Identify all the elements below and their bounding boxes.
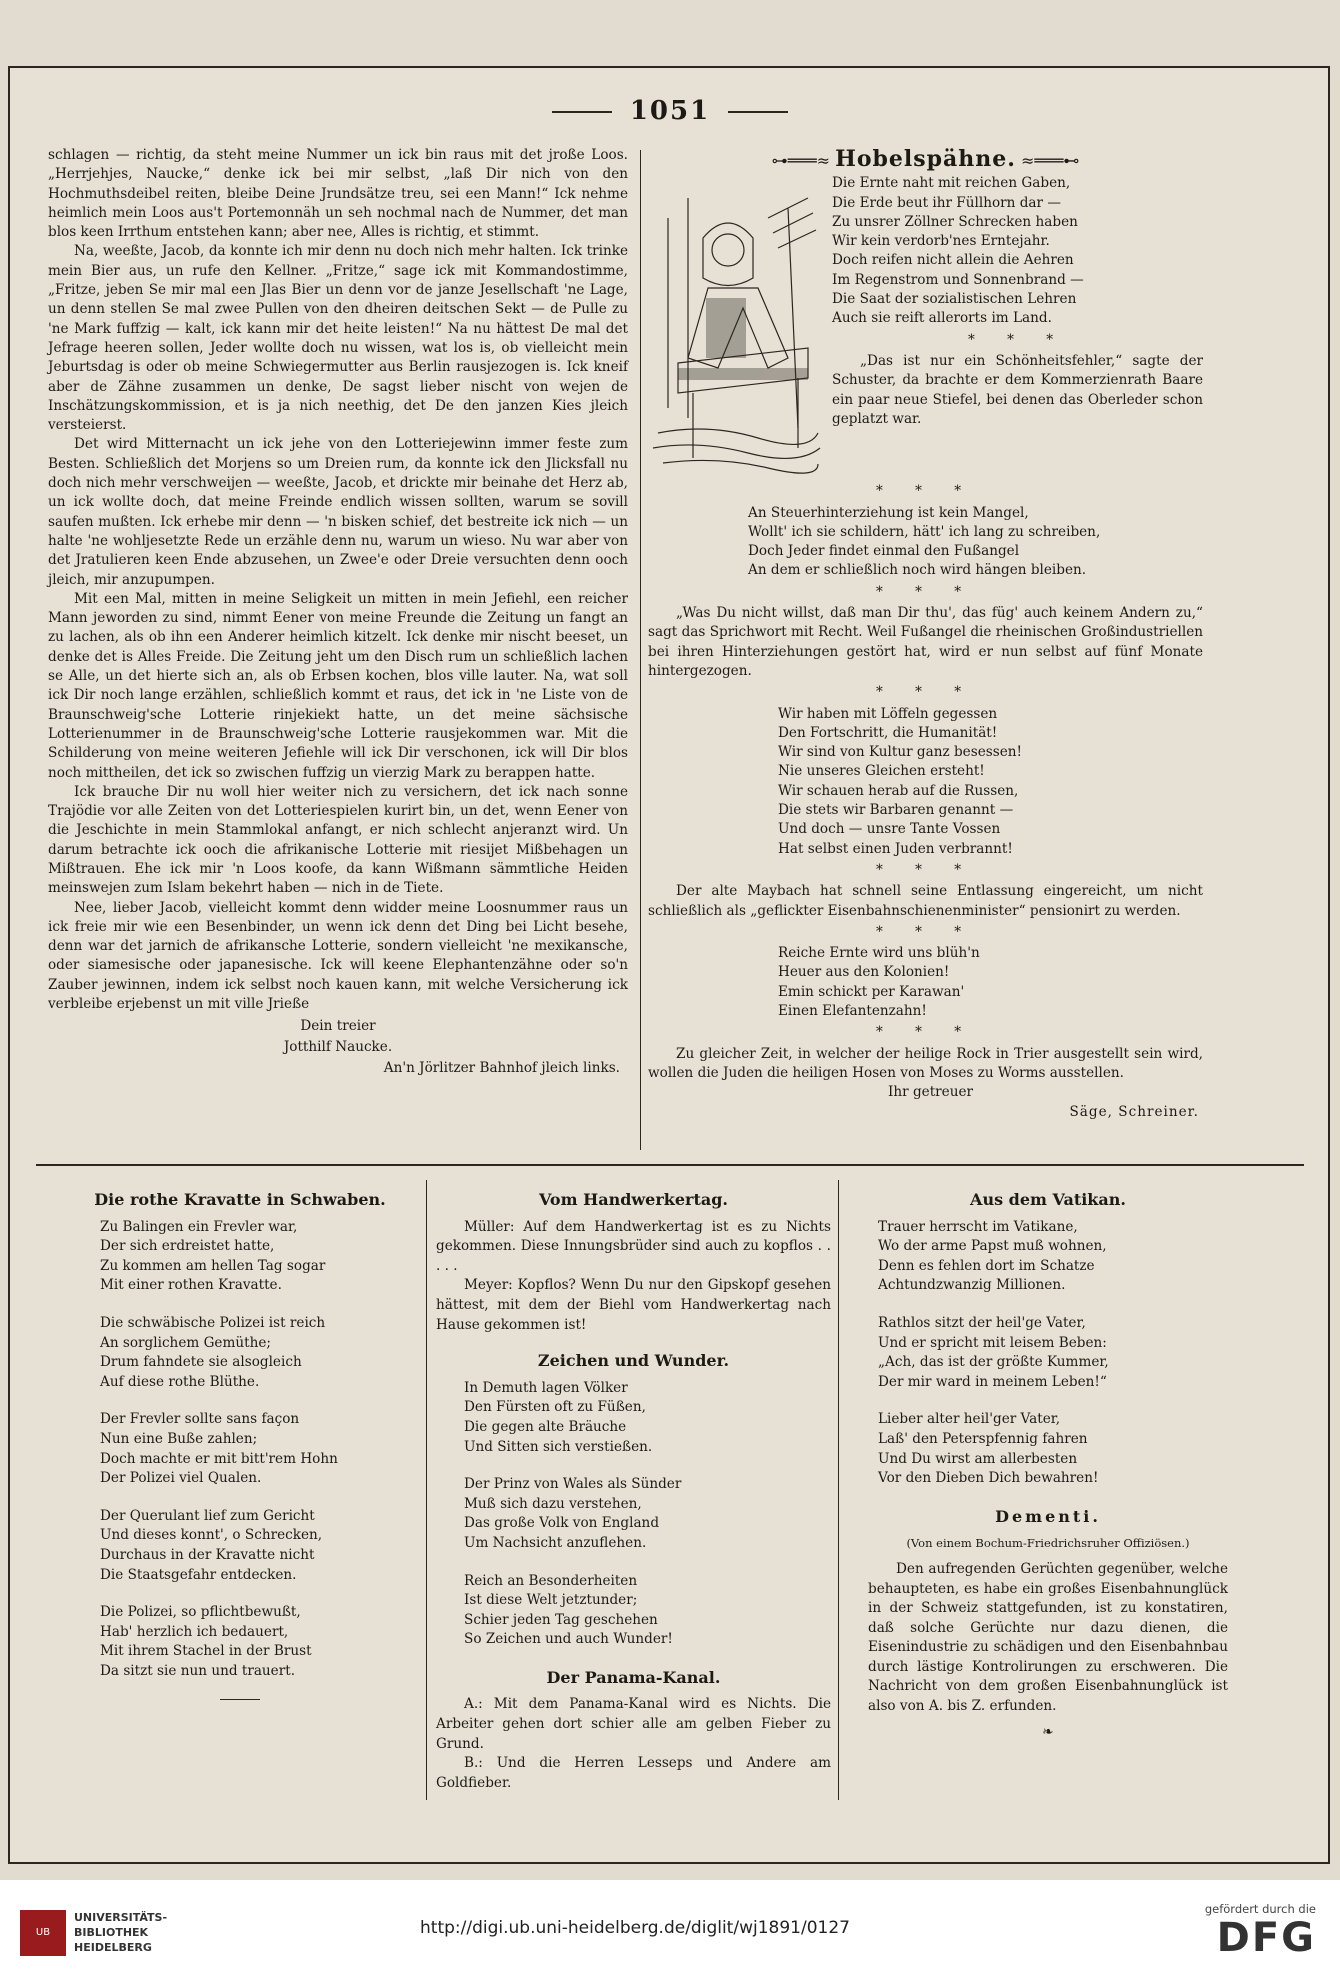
poem-line: Muß sich dazu verstehen, [464,1495,642,1512]
poem-line: Vor den Dieben Dich bewahren! [878,1470,1099,1487]
signature: Säge, Schreiner. [1069,1103,1199,1120]
poem-line: An Steuerhinterziehung ist kein Mangel, [748,504,1029,521]
closing: Ihr getreuer [888,1084,973,1101]
poem-line: Denn es fehlen dort im Schatze [878,1257,1095,1274]
prose-item: Zu gleicher Zeit, in welcher der heilige Rock in Trier ausgestellt sein wird, wollen die Juden die heiligen Hosen von Moses zu Worms ausstellen. [648,1045,1203,1081]
dialog-line: A.: Mit dem Panama-Kanal wird es Nichts. Die Arbeiter gehen dort schier alle am gelben Fieber zu Grund. [436,1696,831,1752]
poem-line: Da sitzt sie nun und trauert. [100,1662,296,1679]
poem-tax [748,504,1203,581]
poem-line: Und Du wirst am allerbesten [878,1450,1078,1467]
poem-colonies [778,944,1203,1021]
end-rule [220,1699,260,1700]
closing: Dein treier [300,1018,376,1035]
paragraph: Na, weeßte, Jacob, da konnte ich mir denn nu doch nich mehr halten. Ick trinke mein Bier aus, un rufe den Kellner. „Fritze,“ sage ick mit Kommandostimme, „Fritze, jeben Se mir mal een Jlas Bier un denn vor de janze Jesellschaft 'ne Lage, un denn stellen Se mal zwee Pullen von den dheiren deitschen Sekt — de Pulle zu 'ne Mark fuffzig — kalt, ick kann mir det heite leisten!“ Na nu hättest De mal det Jefrage heeren sollen, Jeder wollte doch nu wissen, wat los is, ob vielleicht mein Jeburtsdag is oder ob meine Schwiegermutter aus Berlin rausjezogen is. Ick kneif aber de Zähne zusammen un denke, De sagst lieber nischt von wejen de Inschätzungskommission, et is ja nich neethig, det De den janzen Kies jleich versteierst. [48,243,628,434]
poem-line: Die Polizei, so pflichtbewußt, [100,1604,301,1621]
stanza [464,1379,831,1457]
stanza [100,1314,420,1392]
poem-line: Den Fürsten oft zu Füßen, [464,1399,646,1416]
dialog-line: B.: Und die Herren Lesseps und Andere am Goldfieber. [436,1755,831,1791]
poem-line: Die Ernte naht mit reichen Gaben, [832,175,1071,192]
article-title: Dementi. [995,1506,1101,1526]
prose-item: Der alte Maybach hat schnell seine Entlassung eingereicht, um nicht schließlich als „geflickter Eisenbahnschienenminister“ pensionirt zu werden. [648,883,1203,919]
paragraph: Det wird Mitternacht un ick jehe von den Lotteriejewinn immer feste zum Besten. Schließlich det Morjens so um Dreien rum, da konnte ick den Jlicksfall nu doch nich mehr verschweijen — weeßte, Jacob, et drickte mir beinahe det Herz ab, un ick wollte doch, dat meine Freinde endlich wissen sollten, warum se sovill saufen mußten. Ick erhebe mir denn — 'n bisken schief, det bestreite ick nich — un halte 'ne wohljesetzte Rede un erzähle denn nu, warum un wieso. Nu war aber von det Jratulieren keen Ende abzusehen, un Zwee'e oder Dreie versuchten denn ooch jleich, mir anzupumpen. [48,436,628,588]
poem-line: Die Saat der sozialistischen Lehren [832,291,1077,308]
ornament-icon: ≈═══⊷ [1015,151,1080,170]
stanza [464,1475,831,1553]
paragraph: Mit een Mal, mitten in meine Seligkeit un mitten in mein Jefiehl, een reicher Mann jeworden zu sind, nimmt Eener von meine Freunde die Zeitung un fangt an zu lachen, als ob ihn een Anderer heimlich kitzelt. Ick denke mir nischt beeset, un denke det is Alles Freide. Die Zeitung jeht um den Disch rum un schließlich lachen se Alle, un det hierte sich an, als ob Erbsen kochen, blos ville lauter. Na, wat soll ick Dir noch lange erzählen, schließlich kommt et raus, det ick in 'ne Liste von de Braunschweig'sche Lotterie rinjekiekt hatte, un det meine sächsische Lotterienummer in de Braunschweig'sche Lotterie rausjekommen war. Mit die Schilderung von meine weiteren Jefiehle will ick Dir verschonen, ick will Dir blos noch mittheilen, det ick so zwischen fuffzig un vierzig Mark zu berappen hatte. [48,590,628,781]
stars-divider: * * * [875,684,976,701]
poem-line: Die gegen alte Bräuche [464,1418,627,1435]
poem-line: In Demuth lagen Völker [464,1379,628,1396]
poem-line: Und doch — unsre Tante Vossen [778,821,1001,838]
stanza [100,1410,420,1488]
stanza [464,1572,831,1650]
stars-divider: * * * [875,483,976,500]
poem-line: Nie unseres Gleichen ersteht! [778,763,985,780]
poem-line: Der Polizei viel Qualen. [100,1470,262,1487]
column-divider [640,150,641,1150]
poem-line: An dem er schließlich noch wird hängen bleiben. [748,562,1087,579]
source-url-link[interactable]: http://digi.ub.uni-heidelberg.de/diglit/wj1891/0127 [420,1918,850,1938]
left-column [48,146,628,1079]
stars-divider: * * * [875,583,976,600]
title-text: Hobelspähne. [835,146,1016,172]
stanza [878,1410,1228,1488]
poem-line: Hat selbst einen Juden verbrannt! [778,840,1013,857]
poem-line: Nun eine Buße zahlen; [100,1430,258,1447]
article-vatican [868,1190,1228,1742]
article-title: Der Panama-Kanal. [546,1667,721,1687]
poem-line: Wir kein verdorb'nes Erntejahr. [832,233,1050,250]
poem-line: Zu Balingen ein Frevler war, [100,1218,298,1235]
poem-line: Der Prinz von Wales als Sünder [464,1476,682,1493]
poem-line: Die schwäbische Polizei ist reich [100,1314,326,1331]
horizontal-divider [36,1164,1304,1166]
prose-item: „Was Du nicht willst, daß man Dir thu', das füg' auch keinem Andern zu,“ sagt das Sprichwort mit Recht. Weil Fußangel die rheinischen Großindustriellen bei ihren Hinterziehungen gestört hat, wird er nun selbst auf fünf Monate hintergezogen. [648,605,1203,679]
library-name-line: UNIVERSITÄTS- [74,1911,168,1924]
prose-item: „Das ist nur ein Schönheitsfehler,“ sagte der Schuster, da brachte er dem Kommerzienrath Baare ein paar neue Stiefel, bei denen das Oberleder schon geplatzt war. [832,352,1203,427]
stars-divider: * * * [875,861,976,878]
poem-line: An sorglichem Gemüthe; [100,1334,271,1351]
poem-line: Den Fortschritt, die Humanität! [778,724,998,741]
poem-line: Wir schauen herab auf die Russen, [778,782,1019,799]
stars-divider: * * * [875,923,976,940]
stars-divider: * * * [967,331,1068,348]
carpenter-illustration [648,178,824,478]
poem-line: Das große Volk von England [464,1515,660,1532]
poem-line: Wir haben mit Löffeln gegessen [778,705,998,722]
poem-line: Schier jeden Tag geschehen [464,1611,658,1628]
poem-line: Wir sind von Kultur ganz besessen! [778,744,1022,761]
poem-culture [778,705,1203,859]
poem-line: Mit einer rothen Kravatte. [100,1277,282,1294]
poem-line: Lieber alter heil'ger Vater, [878,1411,1061,1428]
poem-line: Doch reifen nicht allein die Aehren [832,252,1074,269]
stanza [878,1218,1228,1296]
poem-line: Laß' den Peterspfennig fahren [878,1430,1088,1447]
poem-line: So Zeichen und auch Wunder! [464,1631,673,1648]
poem-line: Und Sitten sich verstießen. [464,1438,653,1455]
stanza [100,1507,420,1585]
paragraph: Nee, lieber Jacob, vielleicht kommt denn widder meine Loosnummer raus un ick freie mir wie een Besenbinder, un wenn ick denn det Ding bei Licht besehe, denn war det jarnich de afrikansche Lotterie, sondern vielleicht 'ne mexikansche, oder siamesische oder japanesische. Ick will keene Elephantenzähne oder so'n Zauber jewinnen, indem ick selbst noch kauen kann, mit welche Versicherung ick verbleibe erjebenst un mit ville Jrieße [48,899,628,1013]
article-title: Zeichen und Wunder. [537,1351,730,1371]
paragraph: schlagen — richtig, da steht meine Nummer un ick bin raus mit det jroße Loos. „Herrjehjes, Naucke,“ denke ick bei mir selbst, „laß Dir nich von den Hochmuthsdeibel reiten, bleibe Deine Jrundsätze treu, sei een Mann!“ Ick nehme heimlich mein Loos aus't Portemonnäh un seh nochmal nach de Nummer, det man blos keen Irrthum entstehen kann; aber nee, Alles is richtig, et stimmt. [48,147,628,241]
poem-line: Heuer aus den Kolonien! [778,964,950,981]
poem-line: Drum fahndete sie alsogleich [100,1354,302,1371]
article-title: Die rothe Kravatte in Schwaben. [94,1190,386,1209]
poem-line: Zu unsrer Zöllner Schrecken haben [832,213,1078,230]
library-name-line: BIBLIOTHEK [74,1926,149,1939]
stars-divider: * * * [875,1024,976,1041]
ornament-icon: ⊶═══≈ [771,151,836,170]
stanza [100,1218,420,1296]
poem-line: Die Staatsgefahr entdecken. [100,1566,297,1583]
stanza [878,1314,1228,1392]
poem-line: Um Nachsicht anzuflehen. [464,1534,647,1551]
ornament-icon: ❧ [1042,1723,1054,1740]
library-logo[interactable] [20,1908,170,1962]
column-divider [838,1180,839,1800]
author-name: Jotthilf Naucke. [283,1039,393,1056]
page-number: 1051 [0,96,1340,126]
library-name-line: HEIDELBERG [74,1941,152,1954]
dialog-line: Müller: Auf dem Handwerkertag ist es zu Nichts gekommen. Diese Innungsbrüder sind auch zu kopflos . . . . . [436,1218,831,1274]
column-divider [426,1180,427,1800]
funded-by-text: gefördert durch die [1204,1902,1316,1916]
article-text: Den aufregenden Gerüchten gegenüber, welche behaupteten, es habe ein großes Eisenbahnunglück in der Schweiz stattgefunden, ist zu konstatiren, daß solche Gerüchte nur dazu dienen, die Eisenindustrie zu schädigen und den Eisenbahnbau durch lästige Kontrolirungen zu erschweren. Die Nachricht von dem großen Eisenbahnunglück ist also von A. bis Z. erfunden. [868,1560,1228,1715]
poem-line: Die Erde beut ihr Füllhorn dar — [832,194,1061,211]
poem-line: Der Querulant lief zum Gericht [100,1507,315,1524]
poem-line: Emin schickt per Karawan' [778,983,965,1000]
poem-line: Rathlos sitzt der heil'ge Vater, [878,1314,1086,1331]
article-middle [436,1190,831,1793]
poem-line: Auf diese rothe Blüthe. [100,1373,260,1390]
poem-line: Der sich erdreistet hatte, [100,1238,275,1255]
poem-line: Und er spricht mit leisem Beben: [878,1334,1107,1351]
poem-line: Wo der arme Papst muß wohnen, [878,1238,1107,1255]
article-red-tie [60,1190,420,1700]
dialog-line: Meyer: Kopflos? Wenn Du nur den Gipskopf gesehen hättest, mit dem der Biehl vom Handwerkertag nach Hause gekommen ist! [436,1277,831,1333]
poem-line: Der mir ward in meinem Leben!“ [878,1373,1107,1390]
funding-note [1205,1902,1316,1960]
section-title [648,146,1203,172]
right-column [648,146,1203,1122]
digitization-footer [0,1880,1340,1984]
poem-line: Doch machte er mit bitt'rem Hohn [100,1450,338,1467]
article-title: Vom Handwerkertag. [538,1190,728,1209]
article-subtitle: (Von einem Bochum-Friedrichsruher Offiziösen.) [906,1536,1190,1551]
poem-line: Hab' herzlich ich bedauert, [100,1623,289,1640]
poem-line: Trauer herrscht im Vatikane, [878,1218,1078,1235]
poem-line: Und dieses konnt', o Schrecken, [100,1527,323,1544]
poem-line: Auch sie reift allerorts im Land. [832,310,1052,327]
poem-line: Achtundzwanzig Millionen. [878,1277,1066,1294]
poem-line: Die stets wir Barbaren genannt — [778,802,1014,819]
dfg-logo[interactable]: DFG [1216,1915,1316,1961]
paragraph: Ick brauche Dir nu woll hier weiter nich zu versichern, det ick nach sonne Trajödie vor alle Zeiten von det Lotteriespielen kurirt bin, un det, wenn Eener von die Jeschichte in mein Stammlokal anfangt, er nich schlecht anjeranzt wird. Un darum betrachte ick ooch die afrikanische Lotterie mit riesijet Mißbehagen un Mißtrauen. Ehe ick mir 'n Loos koofe, da kann Wißmann sämmtliche Heiden meinswejen zum Islam bekehrt haben — nich in de Tiete. [48,783,628,897]
poem-line: Durchaus in der Kravatte nicht [100,1546,315,1563]
poem-line: Reich an Besonderheiten [464,1572,638,1589]
stanza [100,1603,420,1681]
poem-line: „Ach, das ist der größte Kummer, [878,1354,1109,1371]
letter-signature [48,1016,628,1079]
seal-icon: UB [20,1910,66,1956]
poem-line: Reiche Ernte wird uns blüh'n [778,945,980,962]
poem-line: Im Regenstrom und Sonnenbrand — [832,271,1084,288]
poem-line: Wollt' ich sie schildern, hätt' ich lang zu schreiben, [748,523,1101,540]
poem-line: Zu kommen am hellen Tag sogar [100,1257,326,1274]
poem-line: Der Frevler sollte sans façon [100,1411,300,1428]
article-title: Aus dem Vatikan. [970,1190,1126,1209]
poem-line: Mit ihrem Stachel in der Brust [100,1643,312,1660]
poem-line: Einen Elefantenzahn! [778,1003,927,1020]
poem-line: Doch Jeder findet einmal den Fußangel [748,543,1020,560]
author-address: An'n Jörlitzer Bahnhof jleich links. [383,1060,620,1077]
library-name [74,1910,167,1955]
poem-line: Ist diese Welt jetztunder; [464,1592,638,1609]
